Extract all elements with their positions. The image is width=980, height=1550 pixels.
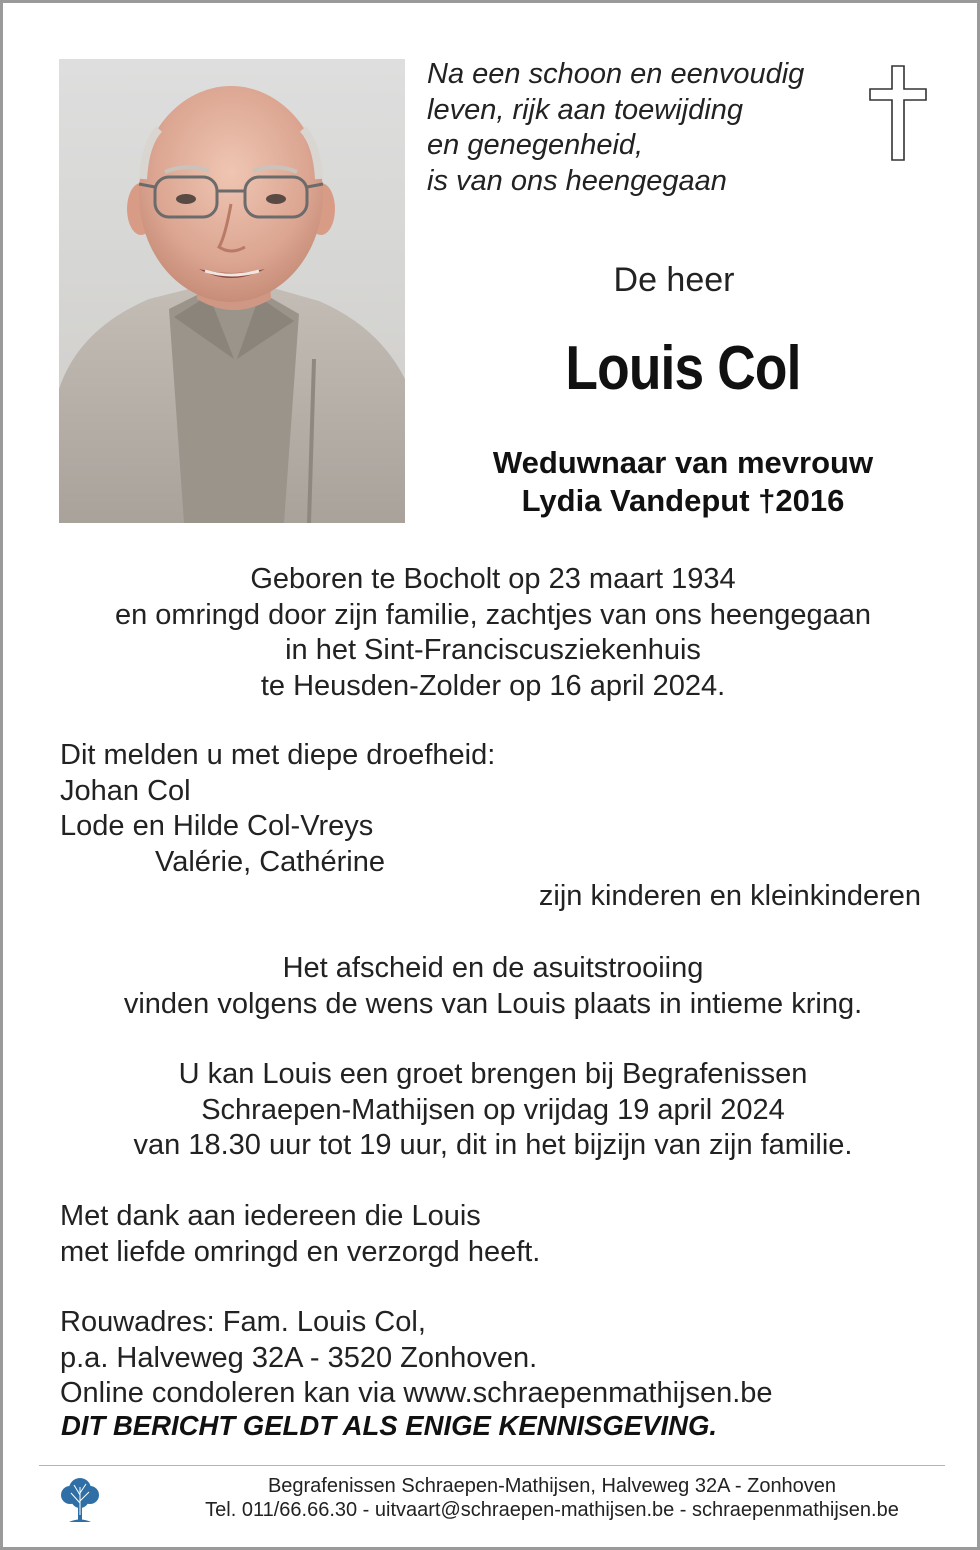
birth-line: Geboren te Bocholt op 23 maart 1934 — [250, 563, 736, 595]
footer-line-2: Tel. 011/66.66.30 - uitvaart@schraepen-mathijsen.be - schraepenmathijsen.be — [205, 1499, 899, 1521]
salutation: De heer — [613, 261, 735, 299]
widow-statement — [423, 444, 943, 520]
footer-divider — [39, 1465, 945, 1466]
widow-line-1: Weduwnaar van mevrouw — [492, 445, 874, 480]
poem-line: leven, rijk aan toewijding — [427, 93, 743, 126]
mourners-intro: Dit melden u met diepe droefheid: — [60, 739, 496, 771]
address-line: p.a. Halveweg 32A - 3520 Zonhoven. — [60, 1341, 538, 1374]
address-line: Rouwadres: Fam. Louis Col, — [60, 1306, 426, 1338]
poem-line: is van ons heengegaan — [427, 164, 727, 197]
mourners-relation: zijn kinderen en kleinkinderen — [538, 880, 921, 912]
footer-line-1: Begrafenissen Schraepen-Mathijsen, Halveweg 32A - Zonhoven — [267, 1475, 837, 1497]
tree-logo-icon — [59, 1475, 101, 1525]
visit-paragraph — [59, 1057, 927, 1164]
thanks-line: Met dank aan iedereen die Louis — [60, 1200, 481, 1232]
poem — [427, 57, 804, 199]
poem-line: en genegenheid, — [427, 129, 644, 161]
portrait-photo — [59, 59, 405, 523]
birth-line: te Heusden-Zolder op 16 april 2024. — [260, 669, 726, 702]
address-block — [60, 1305, 928, 1412]
address-line: Online condoleren kan via www.schraepenmathijsen.be — [60, 1377, 773, 1409]
visit-line: Schraepen-Mathijsen op vrijdag 19 april 2024 — [201, 1093, 785, 1126]
portrait-illustration — [59, 59, 405, 523]
mourner-name: Johan Col — [60, 774, 191, 807]
visit-line: U kan Louis een groet brengen bij Begrafenissen — [178, 1058, 808, 1090]
farewell-line: Het afscheid en de asuitstrooiing — [282, 952, 704, 984]
mourner-name: Lode en Hilde Col-Vreys — [60, 810, 374, 842]
farewell-paragraph — [59, 951, 927, 1022]
birth-death-paragraph — [59, 562, 927, 704]
birth-line: in het Sint-Franciscusziekenhuis — [285, 634, 701, 666]
visit-line: van 18.30 uur tot 19 uur, dit in het bijzijn van zijn familie. — [133, 1129, 853, 1161]
footer — [107, 1474, 980, 1522]
grandchildren-names: Valérie, Cathérine — [155, 845, 385, 878]
farewell-line: vinden volgens de wens van Louis plaats in intieme kring. — [123, 987, 863, 1020]
deceased-name: Louis Col — [565, 334, 801, 403]
notice-statement: DIT BERICHT GELDT ALS ENIGE KENNISGEVING. — [61, 1410, 717, 1441]
thanks-line: met liefde omringd en verzorgd heeft. — [60, 1235, 541, 1268]
cross-icon — [869, 65, 927, 161]
widow-line-2: Lydia Vandeput †2016 — [521, 483, 845, 518]
mourners-list — [60, 738, 928, 880]
poem-line: Na een schoon en eenvoudig — [427, 58, 805, 90]
thanks-paragraph — [60, 1199, 928, 1270]
birth-line: en omringd door zijn familie, zachtjes van ons heengegaan — [114, 598, 872, 631]
